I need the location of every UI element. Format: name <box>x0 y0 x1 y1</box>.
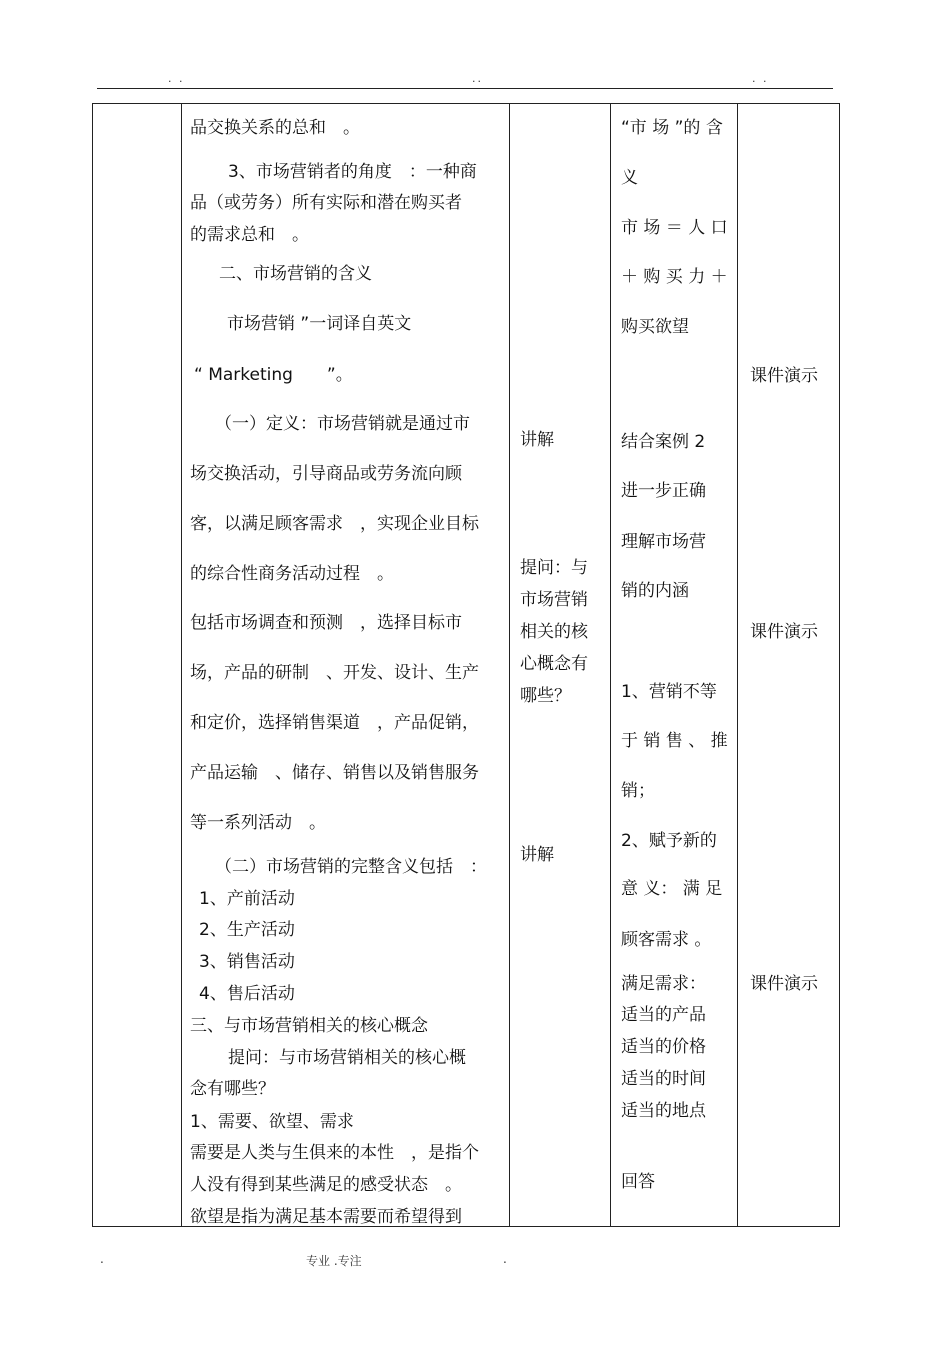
notes-line: 义 <box>621 168 638 188</box>
content-line: “ Marketing ”。 <box>194 365 353 385</box>
notes-line: 于 销 售 、 推 <box>621 731 728 751</box>
content-line: 市场营销 ”一词译自英文 <box>227 314 412 334</box>
column-divider-2 <box>509 103 510 1227</box>
notes-line: 满足需求： <box>621 974 706 994</box>
list-item: 2、生产活动 <box>199 920 295 940</box>
notes-line: 结合案例 2 <box>621 432 706 452</box>
notes-line: 1、营销不等 <box>621 682 717 702</box>
notes-line: 适当的价格 <box>621 1037 706 1057</box>
footer-text: 专业 .专注 <box>306 1254 362 1268</box>
content-line: 等一系列活动 。 <box>190 813 326 833</box>
content-line: 包括市场调查和预测 ，选择目标市 <box>190 613 462 633</box>
content-line: （一）定义：市场营销就是通过市 <box>215 414 470 434</box>
column-divider-4 <box>737 103 738 1227</box>
header-mark-right: . . <box>752 72 769 85</box>
notes-line: 回答 <box>621 1172 655 1192</box>
column-divider-3 <box>610 103 611 1227</box>
content-line: 客，以满足顾客需求 ，实现企业目标 <box>190 514 479 534</box>
content-line: 产品运输 、储存、销售以及销售服务 <box>190 763 479 783</box>
notes-line: 2、赋予新的 <box>621 831 717 851</box>
list-item: 4、售后活动 <box>199 984 295 1004</box>
content-line: 1、需要、欲望、需求 <box>190 1112 354 1132</box>
notes-line: 适当的产品 <box>621 1005 706 1025</box>
notes-line: 市 场 ＝ 人 口 <box>621 218 728 238</box>
notes-line: 顾客需求 。 <box>621 930 712 950</box>
content-line: 和定价，选择销售渠道 ，产品促销， <box>190 713 479 733</box>
list-item: 1、产前活动 <box>199 889 295 909</box>
content-line: 3、市场营销者的角度 ：一种商 <box>228 162 477 182</box>
notes-line: 理解市场营 <box>621 532 706 552</box>
column-divider-1 <box>181 103 182 1227</box>
method-line: 市场营销 <box>520 590 588 610</box>
media-label: 课件演示 <box>750 974 818 994</box>
notes-line: ＋ 购 买 力 ＋ <box>621 267 728 287</box>
notes-line: “市 场 ”的 含 <box>621 118 723 138</box>
notes-line: 意 义： 满 足 <box>621 879 723 899</box>
content-line: （二）市场营销的完整含义包括 ： <box>215 857 487 877</box>
notes-line: 购买欲望 <box>621 317 689 337</box>
content-line: 欲望是指为满足基本需要而希望得到 <box>190 1207 462 1227</box>
notes-line: 销； <box>621 781 655 801</box>
method-line: 提问：与 <box>520 558 588 578</box>
content-line: 场交换活动，引导商品或劳务流向顾 <box>190 464 462 484</box>
content-line: 提问：与市场营销相关的核心概 <box>228 1048 466 1068</box>
content-line: 需要是人类与生俱来的本性 ，是指个 <box>190 1143 479 1163</box>
content-line: 品交换关系的总和 。 <box>190 118 360 138</box>
content-line: 人没有得到某些满足的感受状态 。 <box>190 1175 462 1195</box>
method-line: 讲解 <box>520 430 554 450</box>
media-label: 课件演示 <box>750 622 818 642</box>
content-line: 的综合性商务活动过程 。 <box>190 564 394 584</box>
content-line: 的需求总和 。 <box>190 225 309 245</box>
footer-mark-right: . <box>503 1252 507 1266</box>
header-mark-left: . . <box>168 72 185 85</box>
content-line: 念有哪些？ <box>190 1079 275 1099</box>
notes-line: 适当的地点 <box>621 1101 706 1121</box>
method-line: 心概念有 <box>520 654 588 674</box>
method-line: 哪些？ <box>520 686 571 706</box>
method-line: 相关的核 <box>520 622 588 642</box>
content-line: 品（或劳务）所有实际和潜在购买者 <box>190 193 462 213</box>
content-line: 场，产品的研制 、开发、设计、生产 <box>190 663 479 683</box>
section-heading: 三、与市场营销相关的核心概念 <box>190 1016 428 1036</box>
footer-mark-left: . <box>100 1252 104 1266</box>
section-heading: 二、市场营销的含义 <box>219 264 372 284</box>
media-label: 课件演示 <box>750 366 818 386</box>
method-line: 讲解 <box>520 845 554 865</box>
header-rule <box>97 88 833 89</box>
notes-line: 销的内涵 <box>621 581 689 601</box>
list-item: 3、销售活动 <box>199 952 295 972</box>
notes-line: 进一步正确 <box>621 481 706 501</box>
header-mark-center: .. <box>472 72 483 85</box>
notes-line: 适当的时间 <box>621 1069 706 1089</box>
